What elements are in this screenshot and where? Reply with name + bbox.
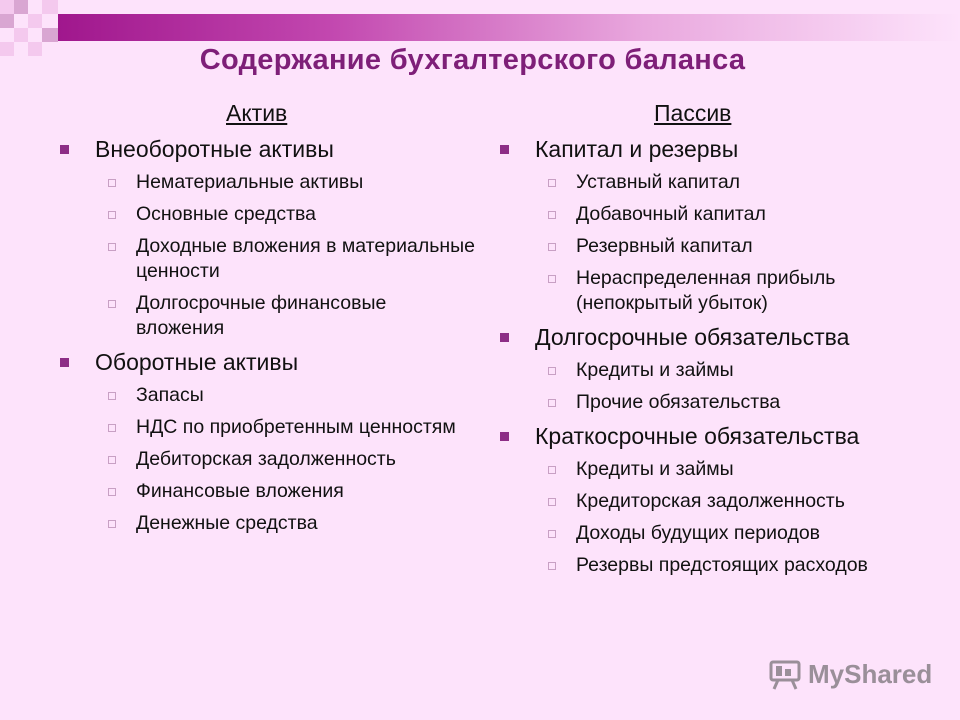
list-item xyxy=(535,266,936,316)
hollow-square-bullet-icon xyxy=(108,179,116,187)
hollow-square-bullet-icon xyxy=(108,300,116,308)
slide-title: Содержание бухгалтерского баланса xyxy=(199,44,746,76)
section-label: Долгосрочные обязательства xyxy=(535,324,850,350)
square-bullet-icon xyxy=(500,333,509,342)
hollow-square-bullet-icon xyxy=(108,520,116,528)
item-label: Долгосрочные финансовые вложения xyxy=(136,292,387,339)
sub-list xyxy=(95,383,476,536)
hollow-square-bullet-icon xyxy=(108,243,116,251)
section-label: Внеоборотные активы xyxy=(95,136,334,162)
item-label: Нематериальные активы xyxy=(136,171,364,193)
hollow-square-bullet-icon xyxy=(108,392,116,400)
deco-square xyxy=(14,0,28,14)
item-label: Кредиторская задолженность xyxy=(576,490,845,512)
liabilities-section xyxy=(496,323,936,415)
item-label: Доходные вложения в материальные ценности xyxy=(136,235,475,282)
assets-section xyxy=(56,348,476,536)
deco-square xyxy=(14,28,28,42)
liabilities-section xyxy=(496,422,936,578)
hollow-square-bullet-icon xyxy=(548,399,556,407)
list-item xyxy=(535,521,936,546)
hollow-square-bullet-icon xyxy=(108,424,116,432)
list-item xyxy=(535,390,936,415)
deco-square xyxy=(42,28,58,42)
deco-square xyxy=(28,14,42,28)
list-item xyxy=(535,358,936,383)
liabilities-section xyxy=(496,135,936,316)
list-item xyxy=(95,291,476,341)
square-bullet-icon xyxy=(500,145,509,154)
item-label: Кредиты и займы xyxy=(576,359,734,381)
hollow-square-bullet-icon xyxy=(108,211,116,219)
watermark-text: MyShared xyxy=(808,658,933,689)
hollow-square-bullet-icon xyxy=(548,498,556,506)
myshared-watermark xyxy=(768,656,932,692)
list-item xyxy=(95,447,476,472)
item-label: Запасы xyxy=(136,384,204,406)
liabilities-header: Пассив xyxy=(654,100,732,126)
list-item xyxy=(95,383,476,408)
hollow-square-bullet-icon xyxy=(108,488,116,496)
hollow-square-bullet-icon xyxy=(548,530,556,538)
header-gradient-bar xyxy=(58,14,960,41)
square-bullet-icon xyxy=(500,432,509,441)
presentation-board-icon xyxy=(768,657,802,691)
sub-list xyxy=(535,358,936,415)
list-item xyxy=(95,234,476,284)
list-item xyxy=(95,511,476,536)
item-label: Денежные средства xyxy=(136,512,318,534)
hollow-square-bullet-icon xyxy=(108,456,116,464)
item-label: Резервный капитал xyxy=(576,235,753,257)
hollow-square-bullet-icon xyxy=(548,562,556,570)
item-label: Прочие обязательства xyxy=(576,391,781,413)
list-item xyxy=(535,170,936,195)
section-label: Капитал и резервы xyxy=(535,136,739,162)
deco-square xyxy=(0,0,14,14)
item-label: Кредиты и займы xyxy=(576,458,734,480)
item-label: Добавочный капитал xyxy=(576,203,766,225)
deco-square xyxy=(0,14,14,28)
deco-square xyxy=(42,0,58,14)
hollow-square-bullet-icon xyxy=(548,211,556,219)
list-item xyxy=(95,415,476,440)
list-item xyxy=(535,489,936,514)
list-item xyxy=(535,553,936,578)
item-label: Нераспределенная прибыль (непокрытый убыток) xyxy=(576,267,836,314)
item-label: Финансовые вложения xyxy=(136,480,344,502)
item-label: Уставный капитал xyxy=(576,171,741,193)
item-label: НДС по приобретенным ценностям xyxy=(136,416,456,438)
sub-list xyxy=(535,170,936,316)
square-bullet-icon xyxy=(60,145,69,154)
hollow-square-bullet-icon xyxy=(548,466,556,474)
item-label: Дебиторская задолженность xyxy=(136,448,396,470)
hollow-square-bullet-icon xyxy=(548,243,556,251)
liabilities-list xyxy=(496,135,936,578)
hollow-square-bullet-icon xyxy=(548,275,556,283)
item-label: Доходы будущих периодов xyxy=(576,522,821,544)
list-item xyxy=(535,457,936,482)
sub-list xyxy=(95,170,476,341)
square-bullet-icon xyxy=(60,358,69,367)
list-item xyxy=(535,202,936,227)
list-item xyxy=(95,202,476,227)
assets-header: Актив xyxy=(226,100,288,126)
assets-column xyxy=(56,100,476,543)
hollow-square-bullet-icon xyxy=(548,179,556,187)
hollow-square-bullet-icon xyxy=(548,367,556,375)
liabilities-column xyxy=(496,100,936,585)
list-item xyxy=(95,479,476,504)
list-item xyxy=(95,170,476,195)
item-label: Резервы предстоящих расходов xyxy=(576,554,868,576)
assets-list xyxy=(56,135,476,536)
assets-section xyxy=(56,135,476,341)
section-label: Краткосрочные обязательства xyxy=(535,423,860,449)
item-label: Основные средства xyxy=(136,203,316,225)
section-label: Оборотные активы xyxy=(95,349,299,375)
sub-list xyxy=(535,457,936,578)
list-item xyxy=(535,234,936,259)
